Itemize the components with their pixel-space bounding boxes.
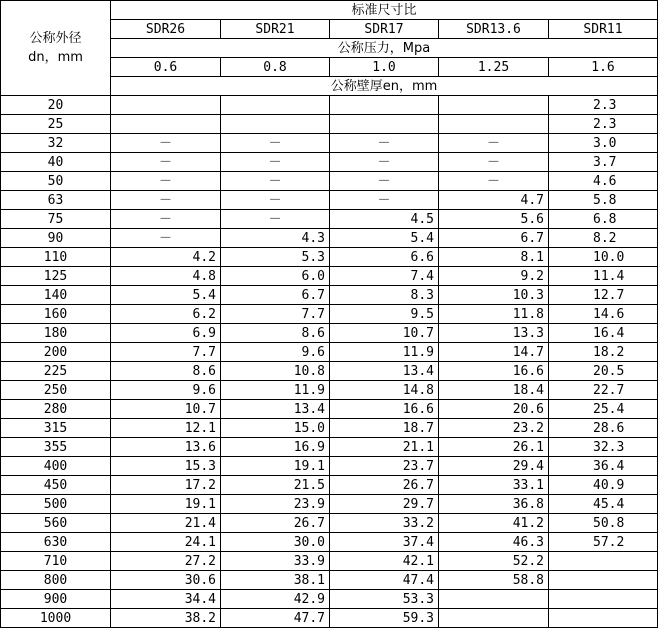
table-row bbox=[1, 305, 658, 324]
wall-thickness-cell: 9.2 bbox=[439, 267, 549, 286]
wall-thickness-cell: 10.7 bbox=[111, 400, 221, 419]
wall-thickness-cell: 7.4 bbox=[330, 267, 439, 286]
wall-thickness-cell: 4.2 bbox=[111, 248, 221, 267]
wall-thickness-cell: 13.6 bbox=[111, 438, 221, 457]
wall-thickness-cell: 8.2 bbox=[549, 229, 658, 248]
sdr-label: SDR11 bbox=[549, 20, 658, 39]
wall-thickness-cell: 5.6 bbox=[439, 210, 549, 229]
wall-thickness-cell: 50.8 bbox=[549, 514, 658, 533]
wall-thickness-cell: 15.0 bbox=[221, 419, 330, 438]
wall-thickness-cell: 16.6 bbox=[330, 400, 439, 419]
wall-thickness-cell: 6.6 bbox=[330, 248, 439, 267]
wall-thickness-cell: 4.3 bbox=[221, 229, 330, 248]
table-row bbox=[1, 153, 658, 172]
dn-cell: 800 bbox=[1, 571, 111, 590]
wall-thickness-cell: 38.2 bbox=[111, 609, 221, 628]
corner-header-cell bbox=[1, 1, 111, 96]
table-row bbox=[1, 191, 658, 210]
wall-thickness-cell: 52.2 bbox=[439, 552, 549, 571]
wall-thickness-cell: － bbox=[111, 153, 221, 172]
dn-cell: 500 bbox=[1, 495, 111, 514]
header-row-sdr-title bbox=[1, 1, 658, 20]
wall-thickness-cell bbox=[439, 96, 549, 115]
wall-thickness-cell: 32.3 bbox=[549, 438, 658, 457]
wall-thickness-cell bbox=[549, 590, 658, 609]
dn-cell: 1000 bbox=[1, 609, 111, 628]
wall-thickness-cell: 4.6 bbox=[549, 172, 658, 191]
dn-cell: 40 bbox=[1, 153, 111, 172]
wall-thickness-cell: － bbox=[221, 210, 330, 229]
wall-thickness-cell: 11.4 bbox=[549, 267, 658, 286]
dn-cell: 140 bbox=[1, 286, 111, 305]
wall-thickness-cell: 7.7 bbox=[111, 343, 221, 362]
wall-thickness-cell: 23.2 bbox=[439, 419, 549, 438]
wall-thickness-cell bbox=[549, 552, 658, 571]
wall-thickness-cell: 7.7 bbox=[221, 305, 330, 324]
wall-thickness-cell: 19.1 bbox=[111, 495, 221, 514]
wall-thickness-cell: 30.0 bbox=[221, 533, 330, 552]
wall-thickness-cell: 6.7 bbox=[221, 286, 330, 305]
wall-thickness-cell: 16.9 bbox=[221, 438, 330, 457]
wall-thickness-cell: 11.9 bbox=[330, 343, 439, 362]
dn-cell: 110 bbox=[1, 248, 111, 267]
dn-cell: 450 bbox=[1, 476, 111, 495]
wall-thickness-cell: 10.3 bbox=[439, 286, 549, 305]
wall-thickness-cell: 36.8 bbox=[439, 495, 549, 514]
wall-thickness-cell: 16.6 bbox=[439, 362, 549, 381]
wall-thickness-cell bbox=[330, 96, 439, 115]
wall-thickness-cell: 53.3 bbox=[330, 590, 439, 609]
wall-thickness-cell: 33.2 bbox=[330, 514, 439, 533]
wall-thickness-cell: 5.4 bbox=[111, 286, 221, 305]
table-row bbox=[1, 286, 658, 305]
dn-cell: 560 bbox=[1, 514, 111, 533]
wall-thickness-cell: － bbox=[221, 153, 330, 172]
wall-thickness-cell: － bbox=[330, 153, 439, 172]
wall-thickness-cell: 4.5 bbox=[330, 210, 439, 229]
wall-thickness-cell: 13.3 bbox=[439, 324, 549, 343]
table-row bbox=[1, 609, 658, 628]
table-row bbox=[1, 571, 658, 590]
wall-thickness-cell: 57.2 bbox=[549, 533, 658, 552]
wall-thickness-cell: 33.9 bbox=[221, 552, 330, 571]
wall-thickness-cell bbox=[549, 571, 658, 590]
wall-thickness-cell: 41.2 bbox=[439, 514, 549, 533]
wall-thickness-cell: 23.9 bbox=[221, 495, 330, 514]
wall-thickness-cell: 15.3 bbox=[111, 457, 221, 476]
dn-cell: 630 bbox=[1, 533, 111, 552]
wall-thickness-cell: 9.5 bbox=[330, 305, 439, 324]
wall-thickness-cell: 6.8 bbox=[549, 210, 658, 229]
dn-cell: 50 bbox=[1, 172, 111, 191]
wall-thickness-cell: 36.4 bbox=[549, 457, 658, 476]
wall-thickness-cell: 18.2 bbox=[549, 343, 658, 362]
wall-thickness-cell bbox=[439, 590, 549, 609]
wall-thickness-cell bbox=[439, 115, 549, 134]
wall-thickness-cell: 16.4 bbox=[549, 324, 658, 343]
dn-cell: 710 bbox=[1, 552, 111, 571]
table-row bbox=[1, 229, 658, 248]
wall-thickness-cell: 10.0 bbox=[549, 248, 658, 267]
dn-cell: 25 bbox=[1, 115, 111, 134]
dn-cell: 200 bbox=[1, 343, 111, 362]
wall-thickness-cell bbox=[111, 96, 221, 115]
wall-thickness-cell: 8.6 bbox=[221, 324, 330, 343]
wall-thickness-cell: 45.4 bbox=[549, 495, 658, 514]
wall-thickness-cell: 10.7 bbox=[330, 324, 439, 343]
table-row bbox=[1, 172, 658, 191]
wall-thickness-cell: 20.6 bbox=[439, 400, 549, 419]
wall-thickness-cell: － bbox=[439, 153, 549, 172]
dn-cell: 63 bbox=[1, 191, 111, 210]
wall-thickness-cell: 12.7 bbox=[549, 286, 658, 305]
dn-cell: 90 bbox=[1, 229, 111, 248]
wall-thickness-cell: 24.1 bbox=[111, 533, 221, 552]
wall-thickness-cell: 42.9 bbox=[221, 590, 330, 609]
wall-thickness-cell: － bbox=[221, 134, 330, 153]
wall-thickness-cell: 13.4 bbox=[330, 362, 439, 381]
wall-thickness-cell: － bbox=[111, 210, 221, 229]
wall-thickness-cell: － bbox=[111, 172, 221, 191]
wall-thickness-cell: 14.8 bbox=[330, 381, 439, 400]
wall-thickness-cell: － bbox=[439, 172, 549, 191]
sdr-label: SDR26 bbox=[111, 20, 221, 39]
dn-cell: 180 bbox=[1, 324, 111, 343]
wall-thickness-cell: 5.8 bbox=[549, 191, 658, 210]
wall-thickness-cell: 38.1 bbox=[221, 571, 330, 590]
wall-thickness-cell: 29.4 bbox=[439, 457, 549, 476]
sdr-label: SDR17 bbox=[330, 20, 439, 39]
wall-thickness-cell: 21.5 bbox=[221, 476, 330, 495]
table-row bbox=[1, 552, 658, 571]
wall-thickness-cell: 5.4 bbox=[330, 229, 439, 248]
sdr-label: SDR13.6 bbox=[439, 20, 549, 39]
wall-thickness-cell: 21.4 bbox=[111, 514, 221, 533]
table-row bbox=[1, 457, 658, 476]
wall-thickness-cell: － bbox=[439, 134, 549, 153]
wall-thickness-cell bbox=[221, 96, 330, 115]
wall-thickness-cell: 8.3 bbox=[330, 286, 439, 305]
dn-cell: 20 bbox=[1, 96, 111, 115]
table-row bbox=[1, 590, 658, 609]
wall-thickness-cell: 11.9 bbox=[221, 381, 330, 400]
wall-thickness-cell: 21.1 bbox=[330, 438, 439, 457]
pressure-value: 1.6 bbox=[549, 58, 658, 77]
table-row bbox=[1, 438, 658, 457]
dn-cell: 125 bbox=[1, 267, 111, 286]
sdr-title: 标准尺寸比 bbox=[111, 1, 658, 20]
wall-thickness-cell: 2.3 bbox=[549, 115, 658, 134]
wall-thickness-cell: 37.4 bbox=[330, 533, 439, 552]
wall-thickness-cell: 14.6 bbox=[549, 305, 658, 324]
wall-thickness-cell: 8.1 bbox=[439, 248, 549, 267]
wall-thickness-cell: 17.2 bbox=[111, 476, 221, 495]
wall-thickness-cell: 9.6 bbox=[221, 343, 330, 362]
table-row bbox=[1, 476, 658, 495]
wall-thickness-cell: 58.8 bbox=[439, 571, 549, 590]
wall-thickness-cell: 12.1 bbox=[111, 419, 221, 438]
dn-cell: 355 bbox=[1, 438, 111, 457]
wall-thickness-cell: 34.4 bbox=[111, 590, 221, 609]
wall-thickness-cell: 42.1 bbox=[330, 552, 439, 571]
wall-thickness-cell: － bbox=[111, 134, 221, 153]
wall-thickness-cell: － bbox=[111, 191, 221, 210]
sdr-label: SDR21 bbox=[221, 20, 330, 39]
wall-thickness-title: 公称壁厚en，mm bbox=[111, 77, 658, 96]
wall-thickness-cell: 8.6 bbox=[111, 362, 221, 381]
table-row bbox=[1, 400, 658, 419]
wall-thickness-cell: 6.2 bbox=[111, 305, 221, 324]
wall-thickness-cell: 26.7 bbox=[330, 476, 439, 495]
wall-thickness-cell: 33.1 bbox=[439, 476, 549, 495]
wall-thickness-cell bbox=[330, 115, 439, 134]
wall-thickness-cell: 3.0 bbox=[549, 134, 658, 153]
wall-thickness-cell: 26.7 bbox=[221, 514, 330, 533]
dn-cell: 315 bbox=[1, 419, 111, 438]
corner-label-unit: dn，mm bbox=[28, 50, 83, 65]
wall-thickness-cell: 28.6 bbox=[549, 419, 658, 438]
dn-cell: 280 bbox=[1, 400, 111, 419]
dn-cell: 900 bbox=[1, 590, 111, 609]
wall-thickness-cell: 2.3 bbox=[549, 96, 658, 115]
dn-cell: 75 bbox=[1, 210, 111, 229]
wall-thickness-cell: 20.5 bbox=[549, 362, 658, 381]
pressure-value: 1.25 bbox=[439, 58, 549, 77]
wall-thickness-cell: － bbox=[330, 172, 439, 191]
corner-label-dn: 公称外径 bbox=[29, 31, 82, 46]
table-row bbox=[1, 343, 658, 362]
wall-thickness-cell: 27.2 bbox=[111, 552, 221, 571]
wall-thickness-cell: － bbox=[111, 229, 221, 248]
table-row bbox=[1, 134, 658, 153]
table-row bbox=[1, 248, 658, 267]
wall-thickness-cell: 6.9 bbox=[111, 324, 221, 343]
pressure-value: 1.0 bbox=[330, 58, 439, 77]
wall-thickness-cell: 6.7 bbox=[439, 229, 549, 248]
table-row bbox=[1, 514, 658, 533]
pressure-value: 0.6 bbox=[111, 58, 221, 77]
wall-thickness-cell: － bbox=[330, 134, 439, 153]
wall-thickness-cell: 10.8 bbox=[221, 362, 330, 381]
wall-thickness-cell: 9.6 bbox=[111, 381, 221, 400]
wall-thickness-cell: 11.8 bbox=[439, 305, 549, 324]
wall-thickness-cell: 26.1 bbox=[439, 438, 549, 457]
wall-thickness-cell: － bbox=[221, 172, 330, 191]
table-row bbox=[1, 362, 658, 381]
wall-thickness-cell: 18.7 bbox=[330, 419, 439, 438]
wall-thickness-cell: 18.4 bbox=[439, 381, 549, 400]
dn-cell: 160 bbox=[1, 305, 111, 324]
wall-thickness-cell bbox=[439, 609, 549, 628]
pressure-value: 0.8 bbox=[221, 58, 330, 77]
table-row bbox=[1, 115, 658, 134]
wall-thickness-cell: 22.7 bbox=[549, 381, 658, 400]
table-row bbox=[1, 96, 658, 115]
table-row bbox=[1, 381, 658, 400]
wall-thickness-cell: 5.3 bbox=[221, 248, 330, 267]
dn-cell: 250 bbox=[1, 381, 111, 400]
wall-thickness-cell bbox=[221, 115, 330, 134]
table-row bbox=[1, 419, 658, 438]
wall-thickness-cell: 47.7 bbox=[221, 609, 330, 628]
dn-cell: 225 bbox=[1, 362, 111, 381]
wall-thickness-cell: 29.7 bbox=[330, 495, 439, 514]
wall-thickness-cell: 6.0 bbox=[221, 267, 330, 286]
wall-thickness-cell: 30.6 bbox=[111, 571, 221, 590]
pressure-title: 公称压力，Mpa bbox=[111, 39, 658, 58]
wall-thickness-cell: 14.7 bbox=[439, 343, 549, 362]
wall-thickness-cell: 40.9 bbox=[549, 476, 658, 495]
wall-thickness-cell: 4.7 bbox=[439, 191, 549, 210]
table-row bbox=[1, 533, 658, 552]
dn-cell: 32 bbox=[1, 134, 111, 153]
wall-thickness-cell: － bbox=[221, 191, 330, 210]
dn-cell: 400 bbox=[1, 457, 111, 476]
table-row bbox=[1, 324, 658, 343]
wall-thickness-cell: 25.4 bbox=[549, 400, 658, 419]
wall-thickness-cell: 19.1 bbox=[221, 457, 330, 476]
wall-thickness-cell: － bbox=[330, 191, 439, 210]
wall-thickness-cell bbox=[549, 609, 658, 628]
table-row bbox=[1, 495, 658, 514]
wall-thickness-cell: 46.3 bbox=[439, 533, 549, 552]
wall-thickness-cell: 13.4 bbox=[221, 400, 330, 419]
wall-thickness-cell: 59.3 bbox=[330, 609, 439, 628]
table-row bbox=[1, 267, 658, 286]
table-row bbox=[1, 210, 658, 229]
wall-thickness-cell: 4.8 bbox=[111, 267, 221, 286]
wall-thickness-cell bbox=[111, 115, 221, 134]
wall-thickness-cell: 47.4 bbox=[330, 571, 439, 590]
wall-thickness-cell: 23.7 bbox=[330, 457, 439, 476]
wall-thickness-cell: 3.7 bbox=[549, 153, 658, 172]
